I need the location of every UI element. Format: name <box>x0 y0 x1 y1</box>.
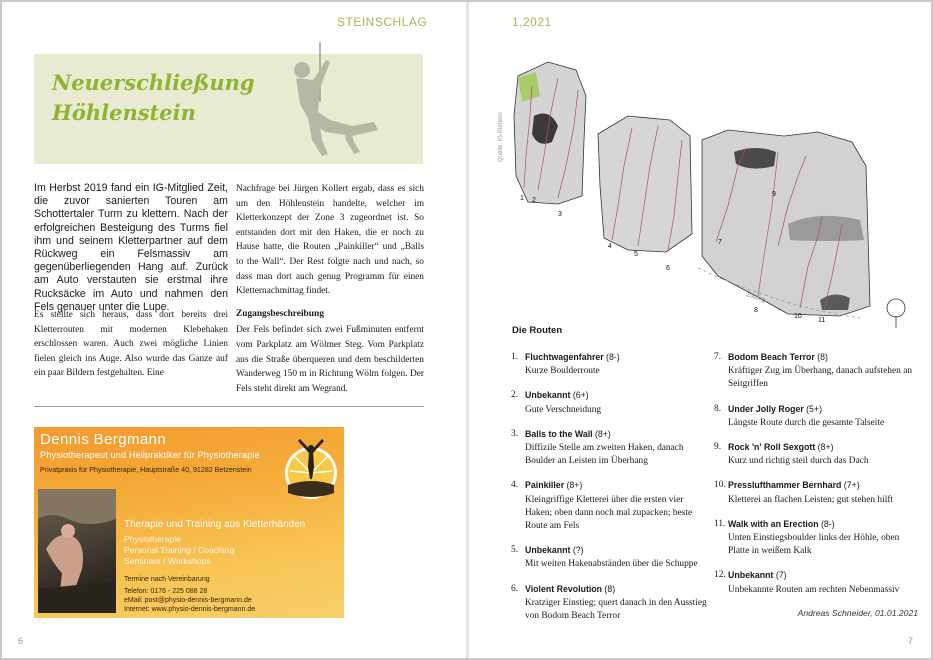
routes-list-right <box>714 351 914 608</box>
route-number: 5. <box>511 545 519 556</box>
route-item <box>511 389 711 416</box>
ad-appointment: Termine nach Vereinbarung <box>124 576 210 583</box>
ad-role: Physiotherapeut und Heilpraktiker für Physiotherapie <box>40 450 260 460</box>
ad-services <box>124 534 234 567</box>
route-name: Walk with an Erection <box>728 518 819 529</box>
topo-credit: Quelle: IG-Klettern <box>498 112 504 162</box>
route-number: 11. <box>714 518 726 529</box>
route-number: 10. <box>714 480 726 491</box>
route-number: 12. <box>714 570 726 581</box>
topo-label: 1 <box>520 195 524 202</box>
route-description: Diffizile Stelle am zweiten Haken, danach Boulder an Leisten im Überhang <box>525 443 684 467</box>
route-number: 1. <box>511 352 519 362</box>
route-name: Bodom Beach Terror <box>728 352 815 362</box>
ad-service-item: Seminare / Workshops <box>124 556 211 566</box>
route-grade: (8) <box>604 583 616 594</box>
route-item <box>714 441 914 468</box>
route-grade: (7+) <box>843 480 860 491</box>
route-number: 6. <box>511 583 519 594</box>
ad-service-item: Physiotherapie <box>124 534 181 544</box>
route-grade: (8+) <box>566 480 583 491</box>
sun-logo-icon <box>282 431 340 501</box>
page-gutter <box>466 2 469 658</box>
route-number: 4. <box>511 480 519 491</box>
route-description: Kurze Boulderroute <box>525 366 600 377</box>
ad-contact <box>124 587 255 615</box>
route-grade: (8-) <box>820 518 835 529</box>
ad-name: Dennis Bergmann <box>40 431 167 448</box>
topo-path-label: Zustieg <box>745 292 766 304</box>
route-item <box>511 351 711 378</box>
ad-email: eMail: post@physio-dennis-bergmann.de <box>124 597 252 605</box>
route-grade: (6+) <box>572 390 589 401</box>
section-divider <box>34 406 424 407</box>
climber-photo-icon <box>38 489 116 613</box>
topo-label: 6 <box>666 265 670 272</box>
route-grade: (7) <box>775 570 787 581</box>
running-header-issue: 1.2021 <box>512 15 552 29</box>
body-paragraph-2: Nachfrage bei Jürgen Kollert ergab, dass es sich um den Höhlenstein handelte, welcher im Kletterkonzept der Zone 3 zugeordnet ist. So entstanden dort mit den Haken, die er noch zu Hause hatte, die Routen „Painkiller“ und „Balls to the Wall“. Der Rest folgte nach und nach, so dass man dort auch genug Programm für einen Kletternachmittag findet. <box>236 184 424 297</box>
topo-label: 7 <box>718 239 722 246</box>
topo-label: 8 <box>754 307 758 314</box>
route-description: Mit weiten Hakenabständen über die Schuppe <box>525 559 698 570</box>
route-description: Kurz und richtig steil durch das Dach <box>728 456 869 467</box>
route-name: Painkiller <box>525 480 565 491</box>
topo-label: 9 <box>772 191 776 198</box>
topo-drawing <box>488 56 918 330</box>
ad-headline: Therapie und Training aus Kletterhänden <box>124 519 306 530</box>
route-description: Gute Verschneidung <box>525 404 602 415</box>
route-name: Balls to the Wall <box>525 428 593 439</box>
title-line-1: Neuerschließung <box>52 70 255 95</box>
route-item <box>511 544 711 571</box>
route-grade: (8+) <box>594 428 611 439</box>
ad-address: Privatpraxis für Physiotherapie, Hauptstraße 40, 91282 Betzenstein <box>40 466 252 474</box>
route-number: 3. <box>511 428 519 439</box>
body-paragraph-1: Es stellte sich heraus, dass dort bereits drei Kletterrouten mit modernen Klebehaken erschlossen waren. Auch zwei mögliche Linien fielen gleich ins Auge. Also wurde das Ganze auf ein paar Bildern festgehalten. Eine <box>34 310 228 379</box>
route-grade: (?) <box>572 545 584 556</box>
route-item <box>714 479 914 506</box>
title-line-2: Höhlenstein <box>52 100 196 125</box>
topo-label: 10 <box>794 313 802 320</box>
route-description: Kratziger Einstieg; quert danach in den Ausstieg von Bodom Beach Terror <box>525 597 707 622</box>
topo-label: 4 <box>608 243 612 250</box>
route-name: Unbekannt <box>525 390 571 401</box>
access-heading: Zugangsbeschreibung <box>236 308 324 319</box>
topo-label: 5 <box>634 251 638 258</box>
route-item <box>511 583 711 624</box>
ad-service-item: Personal Training / Coaching <box>124 545 235 555</box>
running-header-magazine: STEINSCHLAG <box>337 15 428 29</box>
climber-silhouette-icon <box>282 42 402 167</box>
route-name: Rock 'n' Roll Sexgott <box>728 442 816 453</box>
route-item <box>714 569 914 596</box>
route-grade: (8) <box>817 352 828 362</box>
route-name: Violent Revolution <box>525 583 603 594</box>
route-grade: (8+) <box>817 442 834 453</box>
route-description: Unbekannte Routen am rechten Nebenmassiv <box>728 584 900 595</box>
route-description: Längste Route durch die gesamte Talseite <box>728 417 885 428</box>
route-name: Presslufthammer Bernhard <box>728 480 842 491</box>
route-name: Fluchtwagenfahrer <box>525 352 604 362</box>
route-item <box>714 351 914 392</box>
article-title <box>52 68 302 128</box>
magazine-spread <box>2 2 931 658</box>
route-item <box>511 428 711 469</box>
route-description: Unten Einstiegsboulder links der Höhle, oben Platte in weißem Kalk <box>728 533 900 557</box>
topo-label: 2 <box>532 197 536 204</box>
page-number-right: 7 <box>908 636 914 646</box>
route-number: 7. <box>714 352 722 362</box>
lead-paragraph: Im Herbst 2019 fand ein IG-Mitglied Zeit, die zuvor sanierten Touren am Schottertaler Turm zu klettern. Nach der erfolgreichen Besteigung des Turms fiel ihm und seinem Kletterpartner auf dem Rückweg ein Felsmassiv am gegenüberliegenden Hang auf. Zurück am Auto verstauten sie erstmal ihre Rucksäcke im Auto und nahmen den Fels genauer unter die Lupe. <box>34 182 228 313</box>
route-grade: (5+) <box>806 403 823 414</box>
ad-phone: Telefon: 0176 - 225 088 28 <box>124 588 208 595</box>
route-name: Under Jolly Roger <box>728 403 804 414</box>
page-number-left: 6 <box>18 636 24 646</box>
access-paragraph: Der Fels befindet sich zwei Fußminuten entfernt vom Parkplatz am Wölmer Steg. Vom Parkplatz aus die Straße überqueren und dem beschilderten Wanderweg 150 m in Richtung Wölm folgen. Der Fels steht direkt am Wegrand. <box>236 325 424 394</box>
route-item <box>714 518 914 559</box>
route-name: Unbekannt <box>525 545 571 556</box>
route-item <box>511 479 711 533</box>
article-author: Andreas Schneider, 01.01.2021 <box>797 608 918 618</box>
route-name: Unbekannt <box>728 570 774 581</box>
topo-label: 11 <box>818 317 826 324</box>
route-grade: (8-) <box>606 352 620 362</box>
routes-heading: Die Routen <box>512 325 563 336</box>
route-number: 2. <box>511 390 519 401</box>
ad-climber-photo <box>38 489 116 613</box>
route-number: 8. <box>714 403 722 414</box>
body-column-2 <box>236 182 424 396</box>
route-description: Kräftiger Zug im Überhang, danach aufstehen an Seitgriffen <box>728 366 913 390</box>
route-item <box>714 403 914 430</box>
topo-label: 3 <box>558 211 562 218</box>
route-description: Kletterei an flachen Leisten; gut stehen hilft <box>728 494 894 505</box>
route-description: Kleingriffige Kletterei über die ersten vier Haken; oben dann noch mal zupacken; beste Route am Fels <box>525 494 693 532</box>
route-number: 9. <box>714 442 722 453</box>
title-band <box>34 54 423 164</box>
ad-website: Internet: www.physio-dennis-bergmann.de <box>124 606 256 614</box>
physio-advertisement <box>34 427 344 618</box>
routes-list-left <box>511 351 711 634</box>
